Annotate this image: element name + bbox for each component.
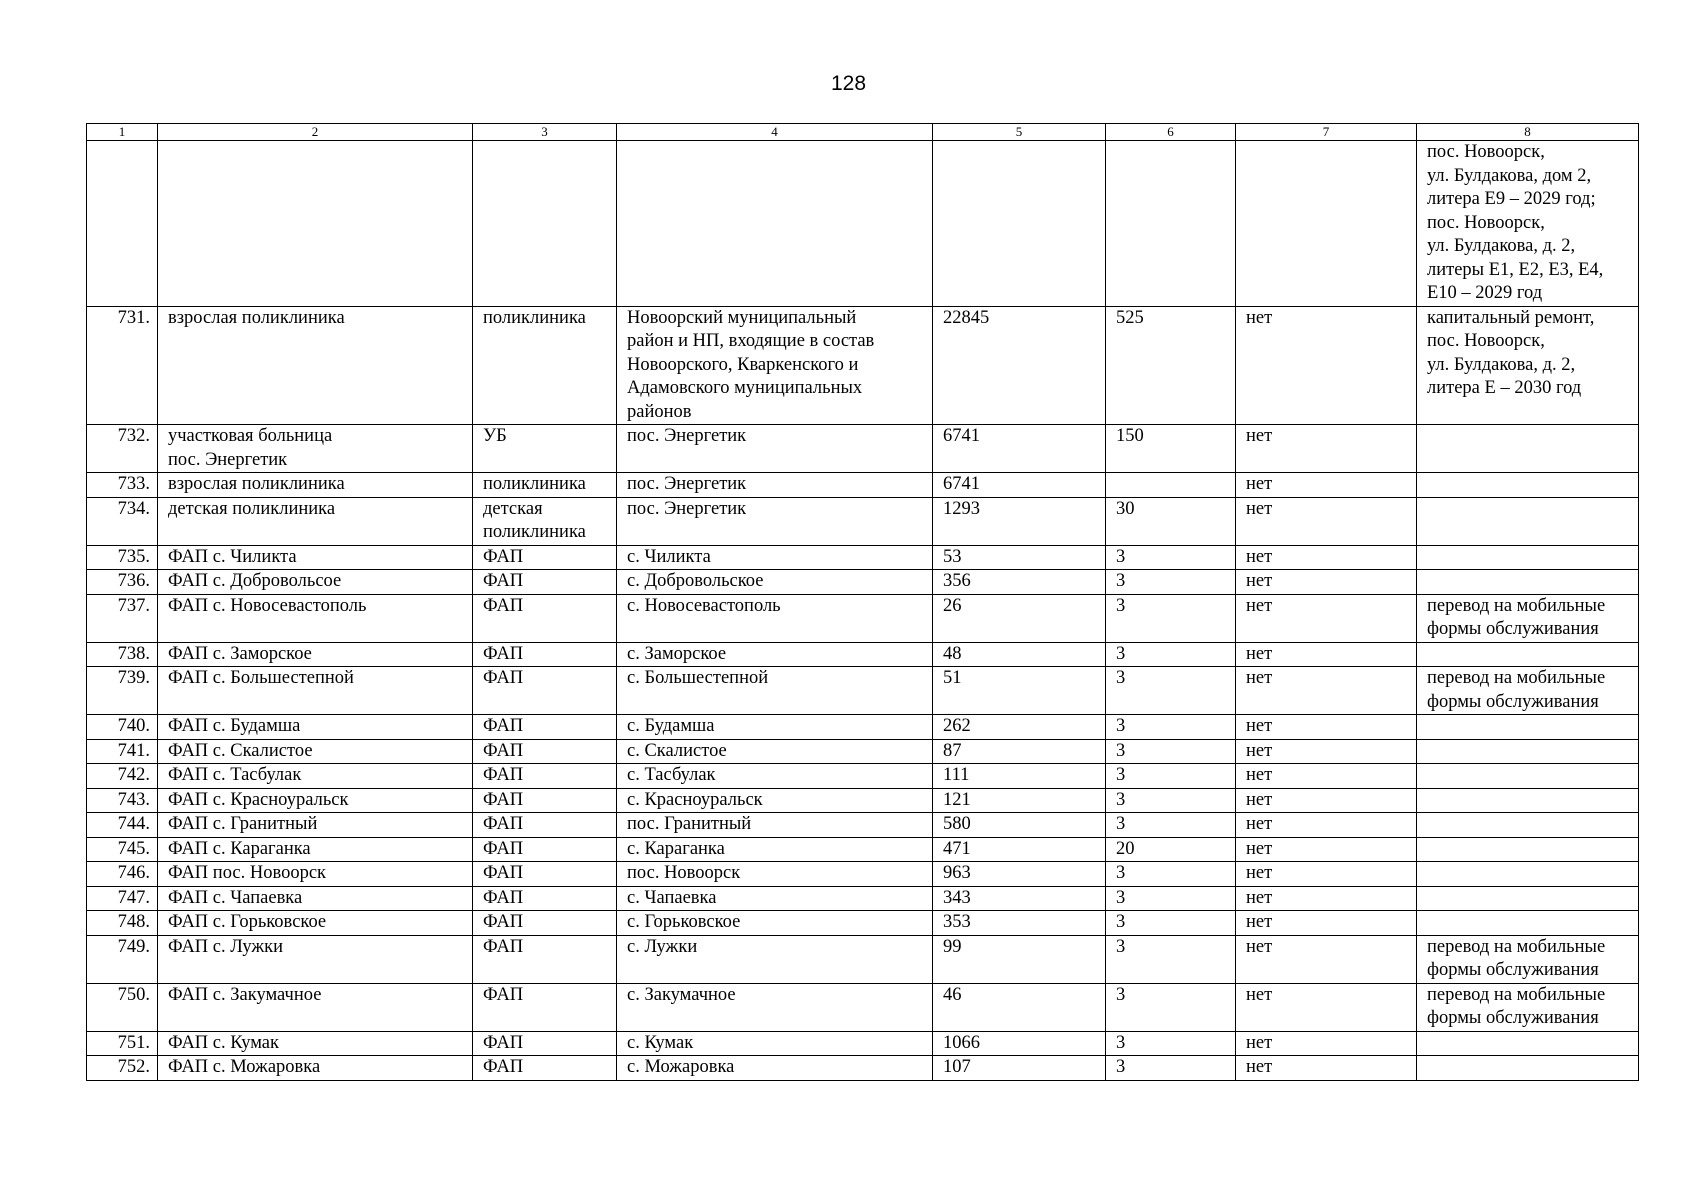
column-number-cell: 1	[87, 124, 158, 141]
service-area-cell: пос. Энергетик	[617, 473, 933, 498]
facility-name-cell: ФАП с. Кумак	[158, 1031, 473, 1056]
facilities-table	[86, 123, 1639, 1081]
table-row	[87, 667, 1639, 715]
facility-type-cell: ФАП	[473, 837, 617, 862]
table-row	[87, 911, 1639, 936]
facility-type-cell: ФАП	[473, 886, 617, 911]
service-area-cell: с. Горьковское	[617, 911, 933, 936]
facility-type-cell: поликлиника	[473, 306, 617, 425]
facility-type-cell: ФАП	[473, 813, 617, 838]
service-area-cell: Новоорский муниципальный район и НП, входящие в состав Новоорского, Кваркенского и Адамовского муниципальных районов	[617, 306, 933, 425]
facility-name-cell: участковая больница пос. Энергетик	[158, 425, 473, 473]
table-row	[87, 1056, 1639, 1081]
column-number-cell: 6	[1106, 124, 1236, 141]
status-cell: нет	[1236, 935, 1417, 983]
table-row	[87, 862, 1639, 887]
status-cell: нет	[1236, 739, 1417, 764]
facility-type-cell	[473, 141, 617, 307]
population-cell: 6741	[933, 473, 1106, 498]
note-cell	[1417, 886, 1639, 911]
facility-name-cell: ФАП с. Можаровка	[158, 1056, 473, 1081]
service-area-cell: с. Тасбулак	[617, 764, 933, 789]
status-cell: нет	[1236, 911, 1417, 936]
capacity-cell	[1106, 141, 1236, 307]
service-area-cell: пос. Гранитный	[617, 813, 933, 838]
status-cell: нет	[1236, 642, 1417, 667]
column-number-cell: 7	[1236, 124, 1417, 141]
capacity-cell: 525	[1106, 306, 1236, 425]
note-cell: перевод на мобильные формы обслуживания	[1417, 667, 1639, 715]
population-cell: 22845	[933, 306, 1106, 425]
population-cell: 111	[933, 764, 1106, 789]
service-area-cell: с. Добровольское	[617, 570, 933, 595]
note-cell	[1417, 813, 1639, 838]
population-cell: 51	[933, 667, 1106, 715]
table-row	[87, 813, 1639, 838]
facility-type-cell: ФАП	[473, 788, 617, 813]
facility-type-cell: ФАП	[473, 739, 617, 764]
row-number-cell: 744.	[87, 813, 158, 838]
facility-name-cell: ФАП с. Красноуральск	[158, 788, 473, 813]
page-number: 128	[830, 72, 867, 95]
status-cell: нет	[1236, 497, 1417, 545]
capacity-cell: 20	[1106, 837, 1236, 862]
capacity-cell: 3	[1106, 715, 1236, 740]
facility-type-cell: ФАП	[473, 1056, 617, 1081]
note-cell: перевод на мобильные формы обслуживания	[1417, 935, 1639, 983]
population-cell: 26	[933, 594, 1106, 642]
population-cell	[933, 141, 1106, 307]
facility-name-cell: ФАП с. Караганка	[158, 837, 473, 862]
facility-name-cell: ФАП с. Горьковское	[158, 911, 473, 936]
population-cell: 356	[933, 570, 1106, 595]
facility-name-cell: ФАП с. Добровольсое	[158, 570, 473, 595]
capacity-cell: 3	[1106, 594, 1236, 642]
capacity-cell: 3	[1106, 1056, 1236, 1081]
capacity-cell: 3	[1106, 788, 1236, 813]
facility-name-cell: ФАП с. Заморское	[158, 642, 473, 667]
table-row	[87, 935, 1639, 983]
table-row	[87, 594, 1639, 642]
row-number-cell: 746.	[87, 862, 158, 887]
population-cell: 107	[933, 1056, 1106, 1081]
capacity-cell: 3	[1106, 935, 1236, 983]
service-area-cell: пос. Энергетик	[617, 425, 933, 473]
row-number-cell: 735.	[87, 545, 158, 570]
population-cell: 343	[933, 886, 1106, 911]
row-number-cell: 734.	[87, 497, 158, 545]
note-cell	[1417, 425, 1639, 473]
note-cell	[1417, 837, 1639, 862]
service-area-cell: с. Красноуральск	[617, 788, 933, 813]
facility-type-cell: ФАП	[473, 1031, 617, 1056]
table-row	[87, 1031, 1639, 1056]
service-area-cell: с. Чиликта	[617, 545, 933, 570]
note-cell: капитальный ремонт, пос. Новоорск, ул. Булдакова, д. 2, литера Е – 2030 год	[1417, 306, 1639, 425]
status-cell: нет	[1236, 715, 1417, 740]
facility-type-cell: ФАП	[473, 935, 617, 983]
population-cell: 46	[933, 983, 1106, 1031]
capacity-cell: 3	[1106, 983, 1236, 1031]
table-row	[87, 141, 1639, 307]
row-number-cell: 741.	[87, 739, 158, 764]
status-cell: нет	[1236, 764, 1417, 789]
capacity-cell: 3	[1106, 862, 1236, 887]
population-cell: 6741	[933, 425, 1106, 473]
facility-type-cell: ФАП	[473, 983, 617, 1031]
facility-name-cell: ФАП с. Будамша	[158, 715, 473, 740]
service-area-cell: с. Лужки	[617, 935, 933, 983]
status-cell: нет	[1236, 886, 1417, 911]
row-number-cell: 747.	[87, 886, 158, 911]
status-cell	[1236, 141, 1417, 307]
population-cell: 53	[933, 545, 1106, 570]
facility-name-cell: детская поликлиника	[158, 497, 473, 545]
status-cell: нет	[1236, 862, 1417, 887]
facility-type-cell: ФАП	[473, 594, 617, 642]
facility-name-cell: ФАП с. Чапаевка	[158, 886, 473, 911]
facility-type-cell: ФАП	[473, 667, 617, 715]
column-number-cell: 3	[473, 124, 617, 141]
population-cell: 87	[933, 739, 1106, 764]
row-number-cell: 738.	[87, 642, 158, 667]
row-number-cell: 740.	[87, 715, 158, 740]
status-cell: нет	[1236, 570, 1417, 595]
facility-type-cell: ФАП	[473, 545, 617, 570]
capacity-cell	[1106, 473, 1236, 498]
status-cell: нет	[1236, 545, 1417, 570]
note-cell	[1417, 715, 1639, 740]
status-cell: нет	[1236, 425, 1417, 473]
row-number-cell: 751.	[87, 1031, 158, 1056]
row-number-cell: 749.	[87, 935, 158, 983]
column-number-cell: 4	[617, 124, 933, 141]
table-row	[87, 545, 1639, 570]
row-number-cell: 745.	[87, 837, 158, 862]
column-number-cell: 5	[933, 124, 1106, 141]
capacity-cell: 3	[1106, 911, 1236, 936]
table-row	[87, 473, 1639, 498]
facility-name-cell: ФАП с. Гранитный	[158, 813, 473, 838]
note-cell	[1417, 862, 1639, 887]
row-number-cell	[87, 141, 158, 307]
table-row	[87, 425, 1639, 473]
service-area-cell: пос. Новоорск	[617, 862, 933, 887]
service-area-cell	[617, 141, 933, 307]
note-cell	[1417, 788, 1639, 813]
status-cell: нет	[1236, 837, 1417, 862]
facility-name-cell	[158, 141, 473, 307]
table-body	[87, 124, 1639, 1081]
status-cell: нет	[1236, 788, 1417, 813]
table-row	[87, 788, 1639, 813]
table-row	[87, 306, 1639, 425]
population-cell: 262	[933, 715, 1106, 740]
facility-name-cell: взрослая поликлиника	[158, 473, 473, 498]
table-row	[87, 764, 1639, 789]
facility-name-cell: ФАП с. Лужки	[158, 935, 473, 983]
status-cell: нет	[1236, 1056, 1417, 1081]
capacity-cell: 3	[1106, 739, 1236, 764]
row-number-cell: 742.	[87, 764, 158, 789]
facility-name-cell: ФАП с. Скалистое	[158, 739, 473, 764]
service-area-cell: с. Скалистое	[617, 739, 933, 764]
population-cell: 99	[933, 935, 1106, 983]
table-row	[87, 642, 1639, 667]
status-cell: нет	[1236, 306, 1417, 425]
column-number-row	[87, 124, 1639, 141]
row-number-cell: 732.	[87, 425, 158, 473]
population-cell: 580	[933, 813, 1106, 838]
service-area-cell: пос. Энергетик	[617, 497, 933, 545]
status-cell: нет	[1236, 473, 1417, 498]
note-cell	[1417, 497, 1639, 545]
service-area-cell: с. Новосевастополь	[617, 594, 933, 642]
population-cell: 48	[933, 642, 1106, 667]
row-number-cell: 737.	[87, 594, 158, 642]
status-cell: нет	[1236, 667, 1417, 715]
facility-type-cell: ФАП	[473, 764, 617, 789]
status-cell: нет	[1236, 594, 1417, 642]
note-cell: перевод на мобильные формы обслуживания	[1417, 594, 1639, 642]
facility-type-cell: УБ	[473, 425, 617, 473]
facility-name-cell: ФАП пос. Новоорск	[158, 862, 473, 887]
row-number-cell: 736.	[87, 570, 158, 595]
facility-name-cell: ФАП с. Новосевастополь	[158, 594, 473, 642]
facility-name-cell: взрослая поликлиника	[158, 306, 473, 425]
table-row	[87, 983, 1639, 1031]
note-cell	[1417, 764, 1639, 789]
note-cell	[1417, 739, 1639, 764]
note-cell: перевод на мобильные формы обслуживания	[1417, 983, 1639, 1031]
column-number-cell: 8	[1417, 124, 1639, 141]
table-row	[87, 739, 1639, 764]
capacity-cell: 3	[1106, 545, 1236, 570]
service-area-cell: с. Кумак	[617, 1031, 933, 1056]
service-area-cell: с. Закумачное	[617, 983, 933, 1031]
note-cell	[1417, 911, 1639, 936]
capacity-cell: 3	[1106, 1031, 1236, 1056]
capacity-cell: 3	[1106, 813, 1236, 838]
row-number-cell: 739.	[87, 667, 158, 715]
capacity-cell: 3	[1106, 886, 1236, 911]
facility-name-cell: ФАП с. Тасбулак	[158, 764, 473, 789]
facility-name-cell: ФАП с. Большестепной	[158, 667, 473, 715]
status-cell: нет	[1236, 813, 1417, 838]
column-number-cell: 2	[158, 124, 473, 141]
population-cell: 121	[933, 788, 1106, 813]
service-area-cell: с. Заморское	[617, 642, 933, 667]
status-cell: нет	[1236, 1031, 1417, 1056]
facility-type-cell: ФАП	[473, 715, 617, 740]
capacity-cell: 3	[1106, 570, 1236, 595]
facility-name-cell: ФАП с. Закумачное	[158, 983, 473, 1031]
capacity-cell: 3	[1106, 764, 1236, 789]
row-number-cell: 731.	[87, 306, 158, 425]
population-cell: 1293	[933, 497, 1106, 545]
facility-type-cell: ФАП	[473, 570, 617, 595]
status-cell: нет	[1236, 983, 1417, 1031]
facility-type-cell: детская поликлиника	[473, 497, 617, 545]
note-cell	[1417, 545, 1639, 570]
capacity-cell: 3	[1106, 667, 1236, 715]
row-number-cell: 743.	[87, 788, 158, 813]
capacity-cell: 3	[1106, 642, 1236, 667]
table-row	[87, 886, 1639, 911]
population-cell: 963	[933, 862, 1106, 887]
table-row	[87, 497, 1639, 545]
service-area-cell: с. Большестепной	[617, 667, 933, 715]
service-area-cell: с. Будамша	[617, 715, 933, 740]
capacity-cell: 150	[1106, 425, 1236, 473]
facility-type-cell: ФАП	[473, 642, 617, 667]
facility-type-cell: поликлиника	[473, 473, 617, 498]
facility-name-cell: ФАП с. Чиликта	[158, 545, 473, 570]
table-row	[87, 837, 1639, 862]
note-cell: пос. Новоорск, ул. Булдакова, дом 2, литера Е9 – 2029 год; пос. Новоорск, ул. Булдакова, д. 2, литеры Е1, Е2, Е3, Е4, Е10 – 2029 год	[1417, 141, 1639, 307]
capacity-cell: 30	[1106, 497, 1236, 545]
row-number-cell: 750.	[87, 983, 158, 1031]
table-row	[87, 570, 1639, 595]
note-cell	[1417, 1056, 1639, 1081]
service-area-cell: с. Караганка	[617, 837, 933, 862]
note-cell	[1417, 570, 1639, 595]
note-cell	[1417, 1031, 1639, 1056]
row-number-cell: 733.	[87, 473, 158, 498]
population-cell: 353	[933, 911, 1106, 936]
row-number-cell: 748.	[87, 911, 158, 936]
service-area-cell: с. Можаровка	[617, 1056, 933, 1081]
table-row	[87, 715, 1639, 740]
note-cell	[1417, 642, 1639, 667]
row-number-cell: 752.	[87, 1056, 158, 1081]
facility-type-cell: ФАП	[473, 862, 617, 887]
service-area-cell: с. Чапаевка	[617, 886, 933, 911]
population-cell: 471	[933, 837, 1106, 862]
note-cell	[1417, 473, 1639, 498]
population-cell: 1066	[933, 1031, 1106, 1056]
facility-type-cell: ФАП	[473, 911, 617, 936]
